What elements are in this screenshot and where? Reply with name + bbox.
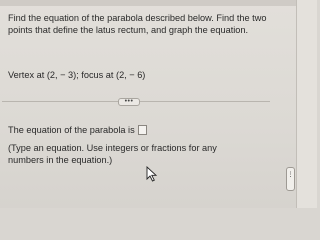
answer-input-box[interactable]: [138, 125, 147, 135]
answer-hint: (Type an equation. Use integers or fractions for any numbers in the equation.): [8, 143, 217, 165]
question-prompt: Find the equation of the parabola described below. Find the two points that define the latus rectum, and graph the equation.: [8, 13, 267, 35]
mouse-pointer-icon: [146, 166, 158, 182]
given-info: Vertex at (2, − 3); focus at (2, − 6): [8, 70, 146, 80]
answer-label: The equation of the parabola is: [8, 125, 135, 135]
side-panel: [296, 0, 317, 208]
top-border: [0, 0, 316, 6]
expand-more-button[interactable]: •••: [118, 98, 140, 106]
answer-row: [8, 125, 147, 135]
vertical-dots-icon: ⋮: [287, 172, 294, 178]
side-menu-button[interactable]: [286, 167, 295, 191]
